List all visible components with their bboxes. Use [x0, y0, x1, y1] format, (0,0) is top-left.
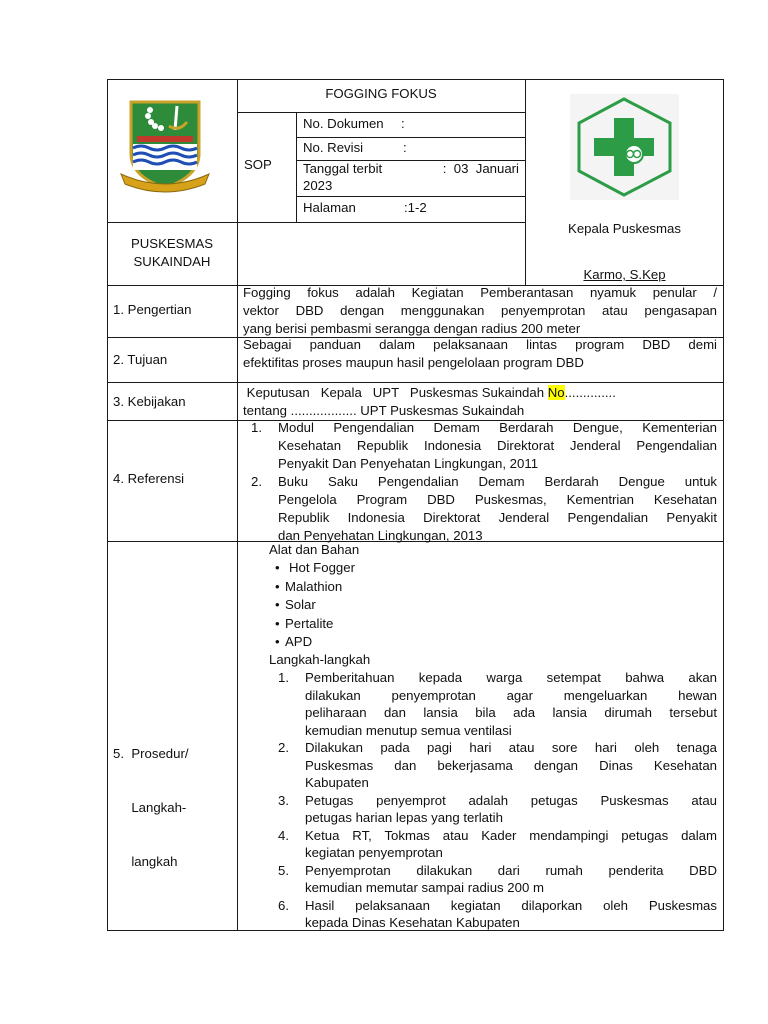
langkah-step-num: 2. — [278, 740, 289, 755]
langkah-step-num: 4. — [278, 827, 289, 843]
bullet-item — [275, 559, 355, 578]
field-no-revisi-value: : — [403, 140, 407, 155]
langkah-line: Dilakukan pada pagi hari atau sore hari oleh tenaga — [305, 740, 717, 755]
referensi-line: Kesehatan Republik Indonesia Direktorat Jenderal Pengendalian — [278, 438, 717, 453]
langkah-line: petugas harian lepas yang terlatih — [305, 810, 503, 825]
referensi-line: Buku Saku Pengendalian Demam Berdarah Dengue untuk — [278, 474, 717, 489]
langkah-line: Pemberitahuan kepada warga setempat bahwa akan — [305, 670, 717, 685]
bullet-icon: • — [275, 578, 280, 594]
section-pengertian-text — [243, 284, 717, 338]
regency-emblem-logo — [117, 96, 213, 194]
bullet-icon: • — [275, 634, 280, 649]
bullet-text: Malathion — [285, 578, 343, 594]
section-kebijakan-text — [243, 384, 717, 420]
langkah-line: dilakukan penyemprotan agar mengeluarkan hewan — [305, 687, 717, 703]
field-no-dokumen-label: No. Dokumen — [303, 116, 384, 131]
section-kebijakan-label: 3. Kebijakan — [113, 394, 186, 409]
langkah-step — [278, 792, 717, 827]
referensi-line: Republik Indonesia Direktorat Jenderal Pengendalian Penyakit — [278, 510, 717, 525]
pengertian-line: Fogging fokus adalah Kegiatan Pemberantasan nyamuk penular / — [243, 285, 717, 300]
pengertian-line: yang berisi pembasmi serangga dengan radius 200 meter — [243, 321, 581, 336]
langkah-step — [278, 897, 717, 932]
langkah-step-num: 1. — [278, 670, 289, 685]
field-tanggal-terbit-year: 2023 — [303, 178, 333, 193]
field-tanggal-terbit-row — [303, 161, 519, 176]
langkah-line: Kabupaten — [305, 775, 369, 790]
prosedur-label-line: Langkah- — [113, 800, 187, 815]
langkah-line: kemudian memutar sampai radius 200 m — [305, 880, 544, 895]
sop-label: SOP — [244, 157, 272, 172]
kebijakan-line1-dots: .............. — [564, 385, 616, 400]
head-name: Karmo, S.Kep — [583, 267, 666, 282]
referensi-item — [251, 473, 717, 545]
alat-bahan-list — [275, 559, 355, 652]
langkah-line: Puskesmas dan bekerjasama dengan Dinas Kesehatan — [305, 757, 717, 773]
field-halaman-label: Halaman — [303, 200, 356, 215]
bullet-text: Pertalite — [285, 615, 334, 631]
grid-hline-f3 — [296, 196, 525, 197]
referensi-item — [251, 419, 717, 473]
referensi-item-num: 1. — [251, 420, 262, 435]
langkah-line: Hasil pelaksanaan kegiatan dilaporkan oleh Puskesmas — [305, 897, 717, 913]
bullet-text: Hot Fogger — [289, 560, 355, 575]
langkah-line: kegiatan penyemprotan — [305, 845, 443, 860]
kebijakan-highlight: No — [547, 385, 565, 400]
langkah-step-num: 5. — [278, 862, 289, 878]
bullet-item — [275, 615, 355, 634]
tujuan-line: efektifitas proses maupun hasil pengelolaan program DBD — [243, 355, 584, 370]
referensi-line: Penyakit Dan Penyehatan Lingkungan, 2011 — [278, 456, 539, 471]
bullet-item — [275, 596, 355, 615]
kebijakan-line1-text: Keputusan Kepala UPT Puskesmas Sukaindah — [243, 385, 548, 400]
bullet-icon: • — [275, 560, 280, 575]
langkah-list — [278, 669, 717, 932]
langkah-title: Langkah-langkah — [269, 652, 371, 667]
section-tujuan-label: 2. Tujuan — [113, 352, 168, 367]
org-name-line2: SUKAINDAH — [133, 254, 211, 269]
bullet-item — [275, 578, 355, 597]
langkah-line: kemudian menutup semua ventilasi — [305, 722, 512, 738]
section-pengertian-label: 1. Pengertian — [113, 302, 192, 317]
field-tanggal-terbit-value: : 03 Januari — [442, 161, 519, 176]
grid-hline-title — [237, 112, 525, 113]
langkah-step-num: 3. — [278, 792, 289, 808]
field-no-dokumen-value: : — [401, 116, 405, 131]
referensi-line: Pengelola Program DBD Puskesmas, Kementrian Kesehatan — [278, 492, 717, 507]
grid-vline-left — [237, 79, 238, 931]
langkah-line: Ketua RT, Tokmas atau Kader mendampingi petugas dalam — [305, 827, 717, 843]
document-title: FOGGING FOKUS — [325, 86, 437, 101]
bullet-text: APD — [285, 634, 313, 649]
alat-bahan-title: Alat dan Bahan — [269, 542, 360, 557]
grid-hline-f1 — [296, 137, 525, 138]
grid-hline-header — [107, 222, 525, 223]
section-referensi-label: 4. Referensi — [113, 471, 185, 486]
bullet-icon: • — [275, 597, 280, 612]
grid-vline-fields — [296, 112, 297, 222]
bullet-item — [275, 633, 355, 652]
section-prosedur-label — [113, 709, 189, 889]
langkah-line: Petugas penyemprot adalah petugas Puskesmas atau — [305, 792, 717, 808]
pengertian-line: vektor DBD dengan menggunakan penyemprotan atau pengasapan — [243, 303, 717, 318]
langkah-step — [278, 827, 717, 862]
bullet-text: Solar — [285, 597, 316, 612]
section-referensi-list — [251, 419, 717, 545]
prosedur-label-line: 5. Prosedur/ — [113, 746, 189, 761]
field-halaman-value: :1-2 — [404, 200, 427, 215]
head-title: Kepala Puskesmas — [568, 221, 681, 236]
langkah-step — [278, 669, 717, 739]
prosedur-label-line: langkah — [113, 854, 178, 869]
langkah-step — [278, 739, 717, 792]
referensi-line: Modul Pengendalian Demam Berdarah Dengue, Kementerian — [278, 420, 717, 435]
kebijakan-line2: tentang .................. UPT Puskesmas Sukaindah — [243, 403, 525, 418]
referensi-item-num: 2. — [251, 474, 262, 489]
field-tanggal-terbit-label: Tanggal terbit — [303, 161, 383, 176]
puskesmas-logo — [570, 94, 679, 200]
langkah-step — [278, 862, 717, 897]
org-name — [107, 235, 237, 271]
langkah-line: peliharaan dan lansia bila ada lansia dirumah tersebut — [305, 705, 717, 720]
bullet-icon: • — [275, 615, 280, 631]
section-tujuan-text — [243, 336, 717, 372]
tujuan-line: Sebagai panduan dalam pelaksanaan lintas program DBD demi — [243, 337, 717, 352]
referensi-line: dan Penyehatan Lingkungan, 2013 — [278, 528, 483, 543]
grid-hline-r3 — [107, 382, 724, 383]
langkah-line: Penyemprotan dilakukan dari rumah penderita DBD — [305, 862, 717, 878]
langkah-step-num: 6. — [278, 897, 289, 913]
langkah-line: kepada Dinas Kesehatan Kabupaten — [305, 915, 520, 930]
grid-vline-right — [525, 79, 526, 285]
field-no-revisi-label: No. Revisi — [303, 140, 364, 155]
org-name-line1: PUSKESMAS — [130, 236, 214, 251]
